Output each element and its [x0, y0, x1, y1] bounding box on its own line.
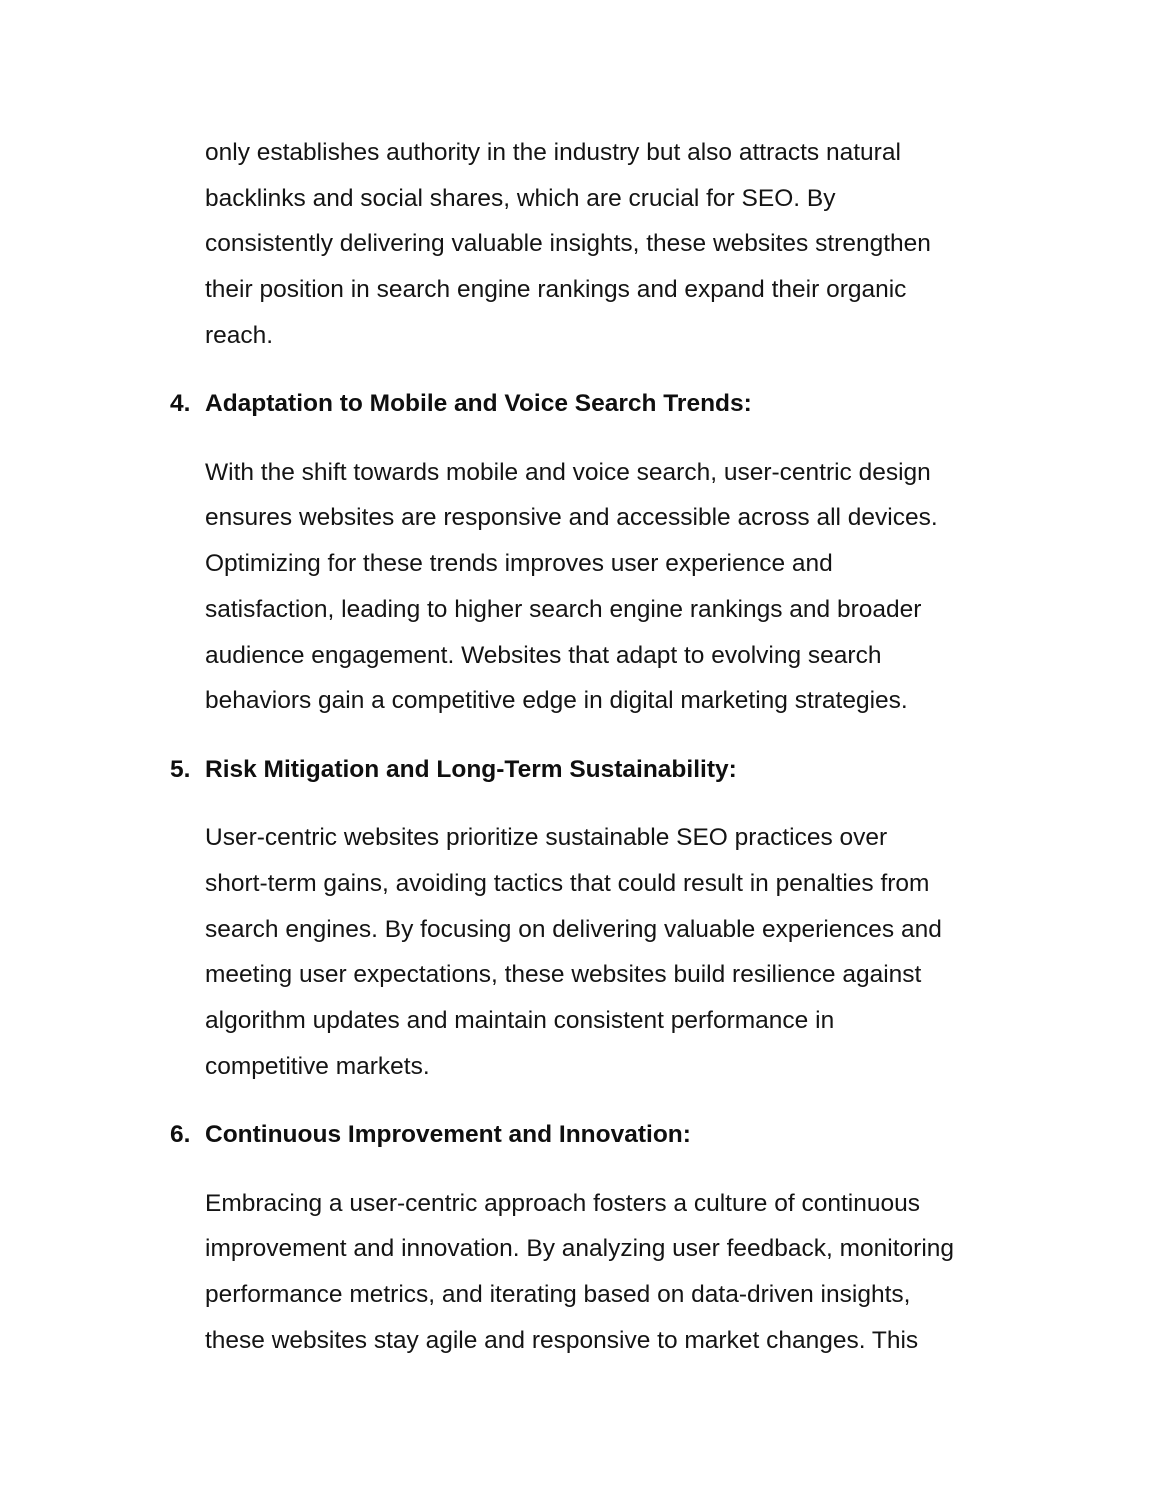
- section-number: 5.: [170, 756, 191, 783]
- section-heading: [170, 389, 752, 419]
- section-number: 6.: [170, 1121, 191, 1148]
- section-body-line: these websites stay agile and responsive to market changes. This: [205, 1327, 919, 1354]
- intro-line: only establishes authority in the industry but also attracts natural: [205, 139, 901, 166]
- section-body-line: performance metrics, and iterating based on data-driven insights,: [205, 1281, 911, 1308]
- intro-line: consistently delivering valuable insights, these websites strengthen: [205, 230, 931, 257]
- section-body-line: ensures websites are responsive and accessible across all devices.: [205, 504, 938, 531]
- section-title: Adaptation to Mobile and Voice Search Trends:: [205, 390, 752, 417]
- section-number: 4.: [170, 390, 191, 417]
- section-heading: [170, 1120, 691, 1150]
- intro-line: their position in search engine rankings and expand their organic: [205, 276, 907, 303]
- section-body-line: short-term gains, avoiding tactics that could result in penalties from: [205, 870, 930, 897]
- section-body-line: Embracing a user-centric approach fosters a culture of continuous: [205, 1190, 920, 1217]
- section-body-line: audience engagement. Websites that adapt to evolving search: [205, 642, 882, 669]
- section-body-line: Optimizing for these trends improves user experience and: [205, 550, 833, 577]
- intro-line: reach.: [205, 322, 274, 349]
- section-title: Continuous Improvement and Innovation:: [205, 1121, 691, 1148]
- section-heading: [170, 755, 737, 785]
- section-body-line: competitive markets.: [205, 1053, 430, 1080]
- section-body-line: improvement and innovation. By analyzing user feedback, monitoring: [205, 1235, 955, 1262]
- section-body-line: behaviors gain a competitive edge in digital marketing strategies.: [205, 687, 908, 714]
- intro-line: backlinks and social shares, which are crucial for SEO. By: [205, 185, 836, 212]
- section-body-line: satisfaction, leading to higher search engine rankings and broader: [205, 596, 922, 623]
- section-body-line: User-centric websites prioritize sustainable SEO practices over: [205, 824, 888, 851]
- section-body-line: With the shift towards mobile and voice search, user-centric design: [205, 459, 931, 486]
- section-body-line: search engines. By focusing on delivering valuable experiences and: [205, 916, 942, 943]
- section-body-line: algorithm updates and maintain consistent performance in: [205, 1007, 835, 1034]
- section-title: Risk Mitigation and Long-Term Sustainability:: [205, 756, 737, 783]
- section-body-line: meeting user expectations, these websites build resilience against: [205, 961, 922, 988]
